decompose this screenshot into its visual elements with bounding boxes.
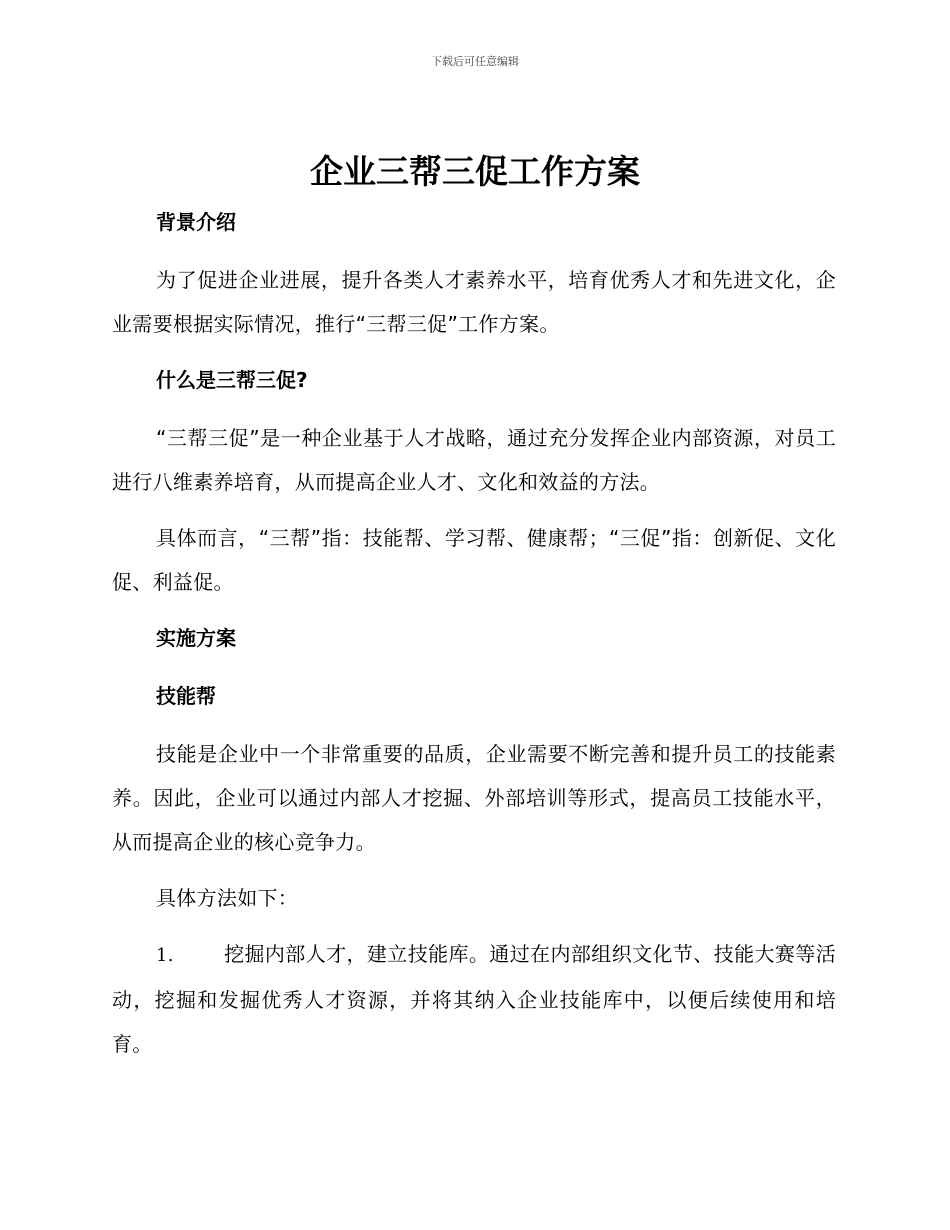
spacer	[112, 920, 836, 932]
paragraph-background: 为了促进企业进展，提升各类人才素养水平，培育优秀人才和先进文化，企业需要根据实际情况，推行“三帮三促”工作方案。	[112, 268, 836, 336]
document-title: 企业三帮三促工作方案	[310, 152, 640, 191]
spacer	[112, 402, 836, 416]
spacer	[112, 660, 836, 674]
section-heading-skill: 技能帮	[156, 684, 216, 708]
list-item	[112, 932, 836, 1066]
header-note: 下载后可任意编辑	[431, 55, 519, 68]
spacer	[112, 604, 836, 616]
paragraph-what-1: “三帮三促”是一种企业基于人才战略，通过充分发挥企业内部资源，对员工进行八维素养培育，从而提高企业人才、文化和效益的方法。	[112, 426, 836, 494]
paragraph-skill: 技能是企业中一个非常重要的品质，企业需要不断完善和提升员工的技能素养。因此，企业可以通过内部人才挖掘、外部培训等形式，提高员工技能水平，从而提高企业的核心竞争力。	[112, 742, 836, 854]
spacer	[112, 504, 836, 516]
list-item-text: 挖掘内部人才，建立技能库。通过在内部组织文化节、技能大赛等活动，挖掘和发掘优秀人才资源，并将其纳入企业技能库中，以便后续使用和培育。	[112, 942, 836, 1056]
spacer	[112, 718, 836, 732]
paragraph-what-2: 具体而言，“三帮”指：技能帮、学习帮、健康帮；“三促”指：创新促、文化促、利益促。	[112, 526, 836, 594]
spacer	[112, 244, 836, 258]
list-item-number: 1.	[156, 945, 174, 966]
section-heading-what: 什么是三帮三促?	[156, 368, 308, 392]
spacer	[112, 346, 836, 358]
document-body	[112, 200, 836, 1066]
section-heading-background: 背景介绍	[156, 210, 236, 234]
paragraph-methods-intro: 具体方法如下：	[156, 886, 299, 910]
spacer	[112, 864, 836, 876]
section-heading-plan: 实施方案	[156, 626, 236, 650]
